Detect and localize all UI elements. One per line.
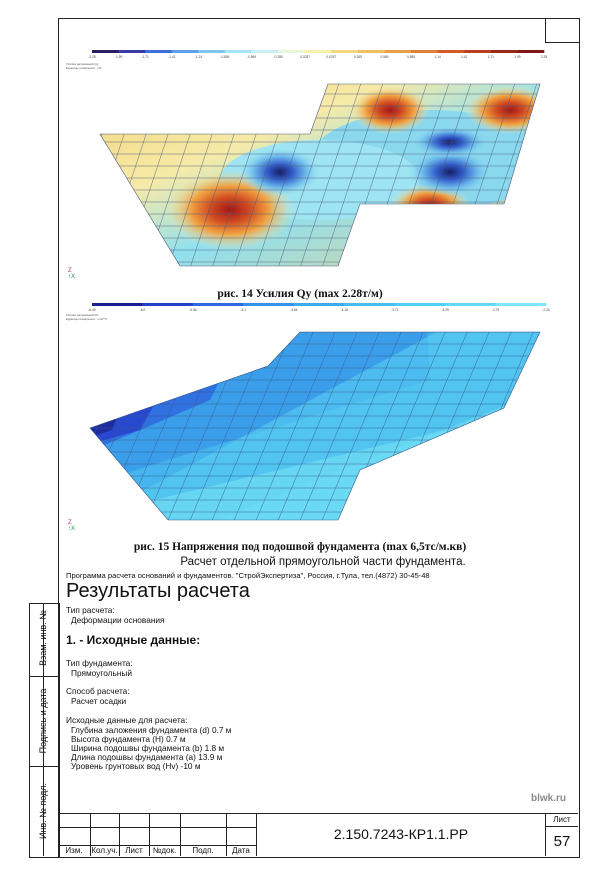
col-date: Дата [232, 846, 250, 855]
scale-tick-label: -0.0257 [299, 55, 311, 59]
side-stamp-inventory: Инв. № подл. [38, 782, 48, 840]
scale-tick-label: -2.33 [542, 308, 550, 312]
scale-swatch [172, 50, 199, 53]
scale-tick-label: 2.28 [540, 55, 548, 59]
foundation-type-label: Тип фундамента: [66, 658, 133, 668]
watermark: blwk.ru [531, 793, 567, 804]
scale-tick-label: -2.79 [491, 308, 500, 312]
axis-z-label-2: Z [68, 520, 72, 526]
scale-swatch [145, 50, 172, 53]
input-line: Длина подошвы фундамента (a) 13.9 м [71, 752, 223, 762]
scale-swatch [278, 50, 305, 53]
scale-swatch [193, 303, 244, 306]
figure-14-contour-plot [70, 70, 570, 280]
foundation-type-value: Прямоугольный [71, 668, 132, 678]
col-signature: Подп. [192, 846, 214, 855]
scale-swatch [252, 50, 279, 53]
scale-tick-label: -1.42 [168, 55, 176, 59]
scale-swatch [517, 50, 544, 53]
scale-swatch [438, 50, 465, 53]
axis-x-label-2: X [71, 526, 76, 532]
program-line: Программа расчета оснований и фундаментов. "СтройЭкспертиза", Россия, г.Тула, тел.(4872) 30-45-48 [66, 571, 430, 580]
legend-line: Усилия напряжений Qy [66, 62, 99, 66]
scale-tick-label: -4.18 [340, 308, 348, 312]
scale-swatch [92, 50, 119, 53]
scale-tick-label: -5.56 [189, 308, 197, 312]
sheet-number: 57 [553, 833, 571, 850]
input-line: Глубина заложения фундамента (d) 0.7 м [71, 725, 232, 735]
figure-15-contour-plot [70, 320, 570, 530]
scale-swatch [384, 50, 411, 53]
method-label: Способ расчета: [66, 686, 130, 696]
report-subtitle: Расчет отдельной прямоугольной части фундамента. [180, 556, 466, 568]
report-heading: Результаты расчета [66, 580, 250, 602]
scale-swatch [331, 50, 358, 53]
input-label: Исходные данные для расчета: [66, 715, 188, 725]
axis-indicator: Z ↑X [68, 268, 76, 280]
legend-line: Усилия напряжений Rz [66, 313, 99, 317]
input-line: Ширина подошвы фундамента (b) 1.8 м [71, 743, 225, 753]
doc-code: 2.150.7243-КР1.1.РР [333, 826, 469, 842]
scale-tick-label: -0.569 [247, 55, 257, 59]
scale-swatch [344, 303, 395, 306]
scale-tick-label: -5.1 [240, 308, 247, 312]
scale-tick-label: -0.855 [220, 55, 230, 59]
scale-tick-label: 1.42 [461, 55, 468, 59]
scale-tick-label: -6.0 [139, 308, 146, 312]
scale-tick-label: -0.285 [273, 55, 283, 59]
scale-tick-label: -3.71 [391, 308, 399, 312]
method-value: Расчет осадки [71, 696, 127, 706]
figure-14-scale [88, 48, 548, 62]
section-title: 1. - Исходные данные: [66, 633, 201, 647]
scale-swatch [445, 303, 496, 306]
side-stamp-signature: Подпись и дата [38, 688, 48, 754]
scale-swatch [395, 303, 446, 306]
legend-line: Единицы измерения - тс/м**2 [66, 317, 107, 321]
scale-swatch [225, 50, 252, 53]
scale-tick-label: -1.99 [114, 55, 123, 59]
input-line: Высота фундамента (H) 0.7 м [71, 734, 186, 744]
scale-swatch [411, 50, 438, 53]
figure-15-caption: рис. 15 Напряжения под подошвой фундамента (max 6,5тс/м.кв) [133, 541, 467, 553]
col-izm: Изм. [65, 846, 83, 855]
scale-tick-label: -2.28 [88, 55, 96, 59]
scale-swatch [142, 303, 193, 306]
figure-15-scale [88, 301, 550, 315]
col-doc-number: №док. [152, 846, 177, 855]
scale-tick-label: -3.25 [441, 308, 449, 312]
side-stamp-replacement: Взам. инв. № [38, 610, 48, 666]
scale-swatch [491, 50, 518, 53]
calc-type-label: Тип расчета: [66, 605, 115, 615]
legend-line: Единицы измерения - т/м [66, 66, 102, 70]
scale-tick-label: -1.71 [141, 55, 149, 59]
col-list: Лист [125, 846, 143, 855]
axis-z-label: Z [68, 268, 72, 274]
scale-swatch [464, 50, 491, 53]
scale-tick-label: -4.64 [290, 308, 298, 312]
col-kol-uch: Кол.уч. [91, 846, 118, 855]
input-line: Уровень грунтовых вод (Hv) -10 м [71, 761, 201, 771]
scale-swatch [198, 50, 225, 53]
scale-tick-label: -6.49 [88, 308, 96, 312]
sheet-label: Лист [553, 815, 571, 824]
figure-14-caption: рис. 14 Усилия Qy (max 2.28т/м) [217, 288, 383, 300]
scale-tick-label: 0.855 [407, 55, 416, 59]
scale-tick-label: 1.71 [487, 55, 494, 59]
top-stamp-box [545, 18, 580, 43]
scale-swatch [119, 50, 146, 53]
axis-x-label: X [71, 274, 76, 280]
scale-tick-label: 1.99 [514, 55, 521, 59]
scale-swatch [294, 303, 345, 306]
calc-type-value: Деформации основания [71, 615, 165, 625]
scale-swatch [496, 303, 547, 306]
scale-tick-label: 0.285 [353, 55, 362, 59]
scale-swatch [92, 303, 143, 306]
axis-indicator-2: Z ↑X [68, 520, 76, 532]
scale-swatch [305, 50, 332, 53]
scale-tick-label: -1.14 [194, 55, 202, 59]
scale-tick-label: 0.0257 [326, 55, 337, 59]
figure-14-legend-header [66, 62, 101, 70]
scale-tick-label: 0.569 [380, 55, 389, 59]
scale-swatch [358, 50, 385, 53]
scale-swatch [243, 303, 294, 306]
scale-tick-label: 1.14 [434, 55, 441, 59]
